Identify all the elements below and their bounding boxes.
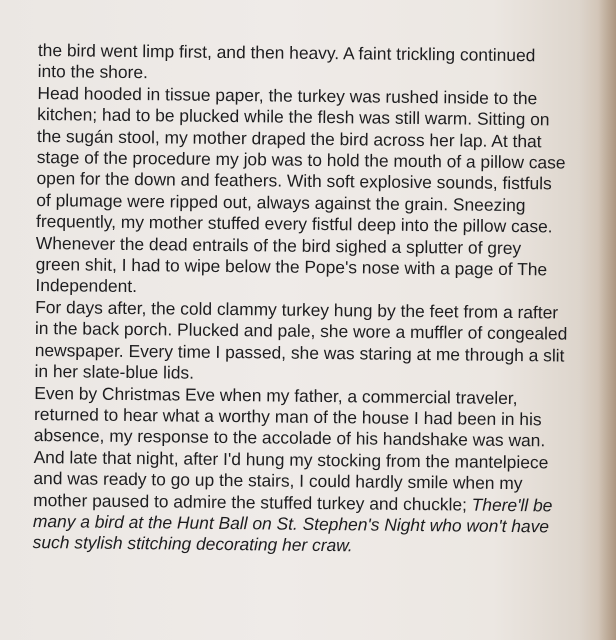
text-line: frequently, my mother stuffed every fistful deep into the pillow case. (35, 211, 553, 237)
text-line: stage of the procedure my job was to hold the mouth of a pillow case (36, 147, 566, 173)
italic-quote-line: such stylish stitching decorating her craw. (32, 532, 353, 556)
text-line: of plumage were ripped out, always against the grain. Sneezing (36, 189, 526, 215)
text-line: kitchen; had to be plucked while the flesh was still warm. Sitting on (37, 104, 550, 130)
text-line: Whenever the dead entrails of the bird sighed a splutter of grey (35, 232, 522, 258)
text-line: Head hooded in tissue paper, the turkey was rushed inside to the (37, 82, 538, 109)
text-line: in the back porch. Plucked and pale, she wore a muffler of congealed (34, 318, 568, 344)
text-line: in her slate-blue lids. (34, 361, 195, 383)
text-line: Independent. (35, 275, 138, 297)
text-line: the bird went limp first, and then heavy. A faint trickling continued (37, 40, 536, 66)
text-line: open for the down and feathers. With soft explosive sounds, fistfuls (36, 168, 552, 194)
text-line: returned to hear what a worthy man of the house I had been in his (33, 403, 542, 430)
text-line: newspaper. Every time I passed, she was staring at me through a slit (34, 339, 565, 366)
story-text (33, 40, 600, 560)
text-line-start: mother paused to admire the stuffed turkey and chuckle; (33, 489, 472, 515)
text-line: and was ready to go up the stairs, I could hardly smile when my (33, 468, 523, 494)
text-line: Even by Christmas Eve when my father, a commercial traveler, (34, 382, 518, 408)
text-line: For days after, the cold clammy turkey hung by the feet from a rafter (35, 296, 559, 323)
text-line: the sugán stool, my mother draped the bird across her lap. At that (36, 125, 542, 151)
text-line: green shit, I had to wipe below the Pope's nose with a page of The (35, 254, 548, 280)
text-line: into the shore. (37, 61, 148, 83)
text-line: absence, my response to the accolade of his handshake was wan. (33, 425, 546, 451)
italic-quote-start: There'll be (471, 494, 553, 515)
italic-quote-line: many a bird at the Hunt Ball on St. Stephen's Night who won't have (32, 510, 550, 537)
text-line: And late that night, after I'd hung my stocking from the mantelpiece (33, 446, 549, 473)
